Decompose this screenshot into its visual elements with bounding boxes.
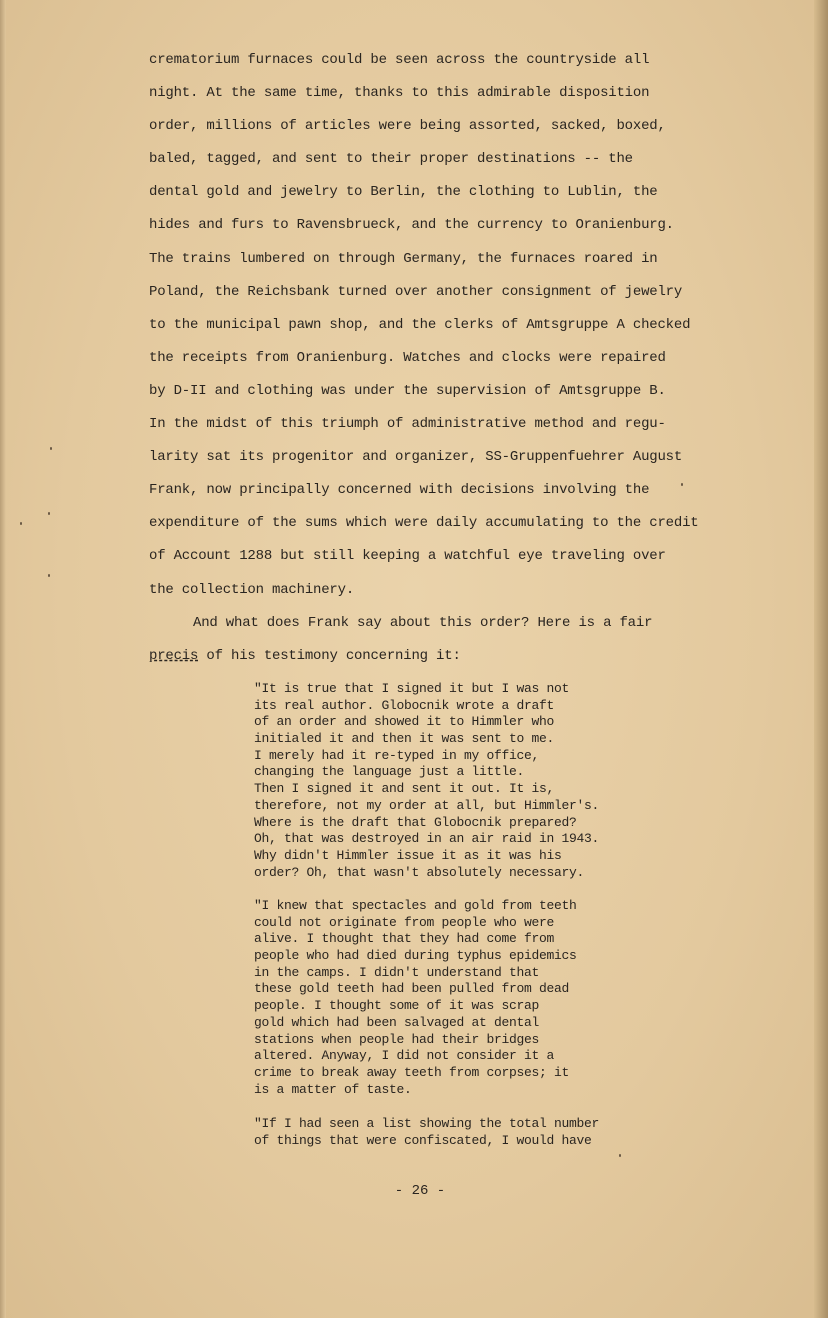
paper-right-edge [814,0,828,1318]
text-line-rest: of his testimony concerning it: [198,647,461,664]
quote-line: "It is true that I signed it but I was not [254,681,570,696]
quote-line: therefore, not my order at all, but Himmler's. [254,797,600,813]
quote-line: "If I had seen a list showing the total number [254,1116,600,1131]
text-line: by D-II and clothing was under the supervision of Amtsgruppe B. [149,382,666,399]
quote-line: I merely had it re-typed in my office, [254,747,540,763]
text-line [149,640,719,673]
quote-line: could not originate from people who were [254,914,555,930]
quote-line: these gold teeth had been pulled from dead [254,981,570,997]
text-line: dental gold and jewelry to Berlin, the clothing to Lublin, the [149,184,658,201]
quote-line: people who had died during typhus epidemics [254,948,577,964]
quote-line: Where is the draft that Globocnik prepared? [254,814,577,830]
quote-line: "I knew that spectacles and gold from teeth [254,898,577,913]
text-line: baled, tagged, and sent to their proper destinations -- the [149,151,633,168]
text-line: Frank, now principally concerned with decisions involving the [149,482,650,499]
quote-line: its real author. Globocnik wrote a draft [254,697,555,713]
text-line: of Account 1288 but still keeping a watchful eye traveling over [149,548,666,565]
quote-line: Then I signed it and sent it out. It is, [254,781,555,797]
text-line: The trains lumbered on through Germany, the furnaces roared in [149,250,658,267]
paper-speck [681,483,683,486]
quote-line: order? Oh, that wasn't absolutely necessary. [254,864,585,880]
text-line: hides and furs to Ravensbrueck, and the currency to Oranienburg. [149,217,674,234]
paper-speck [20,522,22,525]
text-line: And what does Frank say about this order? Here is a fair [193,614,653,631]
testimony-quote-1 [254,681,674,881]
quote-line: altered. Anyway, I did not consider it a [254,1048,555,1064]
body-paragraph [149,44,719,673]
testimony-quote-2 [254,898,674,1098]
text-line: larity sat its progenitor and organizer, SS-Gruppenfuehrer August [149,449,683,466]
paper-left-edge [0,0,6,1318]
quote-line: people. I thought some of it was scrap [254,998,540,1014]
text-line: In the midst of this triumph of administrative method and regu- [149,416,666,433]
paper-speck [50,447,52,450]
page-number: - 26 - [394,1183,446,1199]
quote-line: Why didn't Himmler issue it as it was his [254,847,562,863]
text-line: expenditure of the sums which were daily accumulating to the credit [149,515,699,532]
quote-line: gold which had been salvaged at dental [254,1014,540,1030]
text-line: Poland, the Reichsbank turned over another consignment of jewelry [149,283,683,300]
underlined-word: precis [149,647,199,664]
quote-line: of things that were confiscated, I would have [254,1132,592,1148]
testimony-quote-3 [254,1116,674,1149]
paper-speck [48,512,50,515]
text-line: the receipts from Oranienburg. Watches and clocks were repaired [149,349,666,366]
quote-line: changing the language just a little. [254,764,525,780]
quote-line: Oh, that was destroyed in an air raid in 1943. [254,831,600,847]
paper-speck [48,574,50,577]
text-line: the collection machinery. [149,581,355,598]
paper-speck [619,1154,621,1157]
quote-line: of an order and showed it to Himmler who [254,714,555,730]
quote-line: is a matter of taste. [254,1081,412,1097]
quote-line: alive. I thought that they had come from [254,931,555,947]
text-line: order, millions of articles were being assorted, sacked, boxed, [149,118,666,135]
text-line: to the municipal pawn shop, and the clerks of Amtsgruppe A checked [149,316,691,333]
quote-line: crime to break away teeth from corpses; it [254,1064,570,1080]
quote-line: stations when people had their bridges [254,1031,540,1047]
text-line: night. At the same time, thanks to this admirable disposition [149,85,650,102]
quote-line: initialed it and then it was sent to me. [254,731,555,747]
text-line: crematorium furnaces could be seen across the countryside all [149,52,650,68]
quote-line: in the camps. I didn't understand that [254,964,540,980]
